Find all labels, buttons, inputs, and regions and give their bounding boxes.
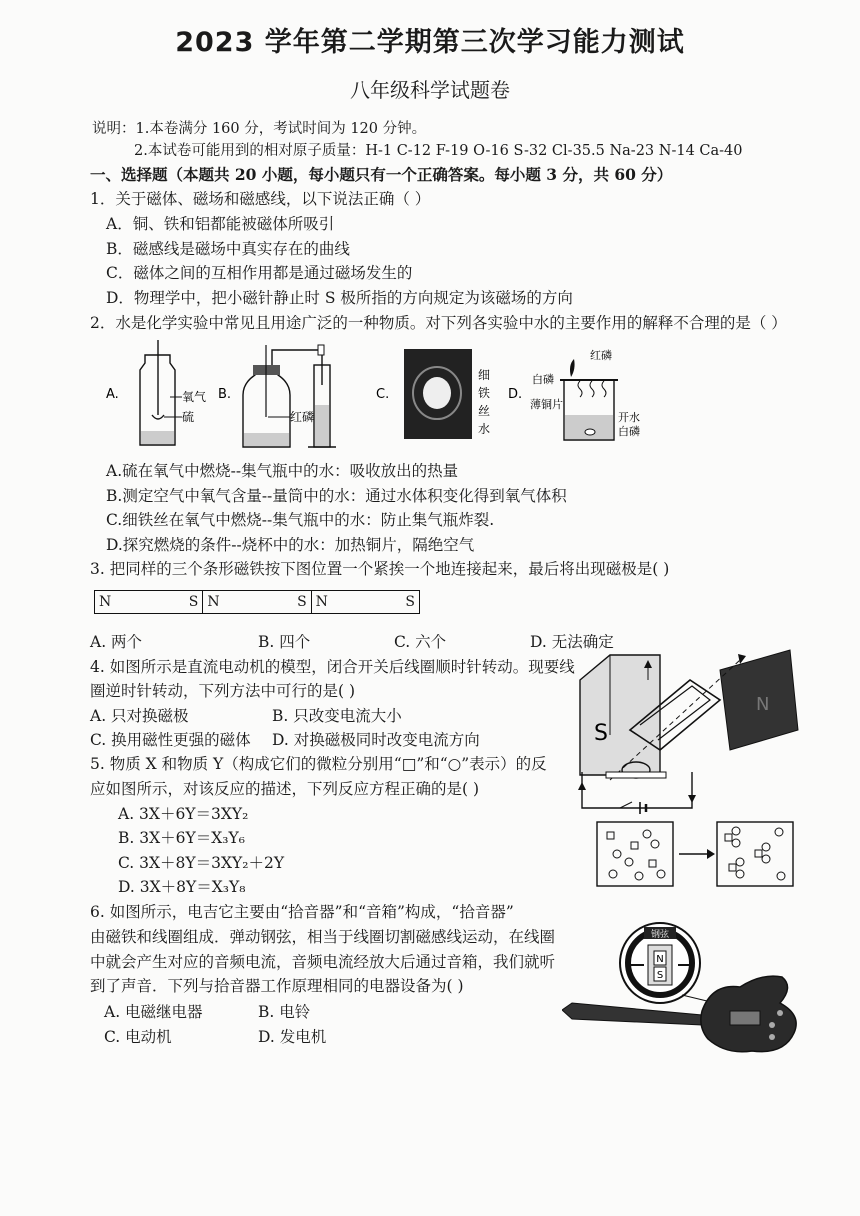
q6-stem-line4: 到了声音．下列与拾音器工作原理相同的电器设备为( ): [90, 977, 464, 995]
q2-fig-d-cu: 薄铜片: [530, 398, 563, 411]
q2-fig-a-s: 硫: [182, 410, 195, 424]
pickup-label: 钢弦: [650, 930, 670, 940]
page-subtitle: 八年级科学试题卷: [350, 78, 510, 102]
spoon-a: [152, 415, 164, 419]
q1-option-c: C．磁体之间的互相作用都是通过磁场发生的: [106, 264, 413, 282]
dc-motor-figure: [570, 640, 810, 820]
q4-option-d: D. 对换磁极同时改变电流方向: [272, 731, 480, 749]
q4-option-b: B. 只改变电流大小: [272, 707, 402, 725]
magnet-s-pole: S: [297, 594, 307, 610]
q2-figures: [90, 335, 650, 455]
q3-option-c: C. 六个: [394, 633, 447, 651]
motor-n-label: N: [756, 694, 770, 715]
q2-fig-a-o2: 氧气: [182, 390, 207, 404]
q2-option-c: C.细铁丝在氧气中燃烧--集气瓶中的水：防止集气瓶炸裂.: [106, 511, 495, 529]
q6-stem-line3: 中就会产生对应的音频电流，音频电流经放大后通过音箱，我们就听: [90, 953, 556, 971]
q2-option-d: D.探究燃烧的条件--烧杯中的水：加热铜片，隔绝空气: [106, 536, 475, 554]
q3-option-d: D. 无法确定: [530, 633, 614, 651]
q2-fig-d-white1: 白磷: [532, 373, 554, 386]
q6-option-b: B. 电铃: [258, 1003, 311, 1021]
motor-s-label: S: [594, 721, 608, 746]
q2-fig-a-label: A.: [106, 387, 119, 402]
q5-stem-line2: 应如图所示，对该反应的描述，下列反应方程正确的是( ): [90, 780, 480, 798]
q1-option-a: A．铜、铁和铝都能被磁体所吸引: [106, 215, 335, 233]
magnet-n-pole: N: [99, 594, 112, 610]
bar-magnet: [203, 591, 311, 613]
bar-magnet: [312, 591, 419, 613]
q2-fig-c-label: C.: [376, 387, 390, 402]
q2-fig-d-label: D.: [508, 387, 523, 402]
q3-stem: 3. 把同样的三个条形磁铁按下图位置一个紧挨一个地连接起来，最后将出现磁极是( ): [90, 560, 670, 578]
spark-c: [423, 377, 451, 409]
note-line-1: 说明：1.本卷满分 160 分，考试时间为 120 分钟。: [92, 121, 427, 137]
magnet-s-pole: S: [188, 594, 199, 610]
q6-option-d: D. 发电机: [258, 1028, 327, 1046]
note-line-2: 2.本试卷可能用到的相对原子质量：H-1 C-12 F-19 O-16 S-32 Cl-35.5 Na-23 N-14 Ca-40: [134, 143, 743, 159]
q2-stem: 2．水是化学实验中常见且用途广泛的一种物质。对下列各实验中水的主要作用的解释不合理的是（ ）: [90, 314, 787, 332]
q1-stem: 1．关于磁体、磁场和磁感线，以下说法正确（ ）: [90, 190, 431, 208]
q2-fig-d-hot: 开水: [618, 411, 640, 424]
electric-guitar-figure: [562, 915, 812, 1065]
q1-option-b: B．磁感线是磁场中真实存在的曲线: [106, 240, 350, 258]
bar-magnet: [95, 591, 203, 613]
q6-stem-line1: 6. 如图所示，电吉它主要由“拾音器”和“音箱”构成，“拾音器”: [90, 903, 514, 921]
q2-option-b: B.测定空气中氧气含量--量筒中的水：通过水体积变化得到氧气体积: [106, 487, 567, 505]
q3-option-a: A. 两个: [90, 633, 143, 651]
q2-fig-c-water: 水: [478, 422, 491, 436]
q2-fig-b-p: 红磷: [290, 410, 315, 424]
reaction-figure: [595, 820, 795, 890]
q2-fig-c-fe3: 丝: [478, 404, 491, 418]
q5-option-a: A. 3X＋6Y＝3XY₂: [118, 805, 249, 823]
q5-option-d: D. 3X＋8Y＝X₃Y₈: [118, 878, 246, 896]
q5-option-c: C. 3X＋8Y＝3XY₂＋2Y: [118, 854, 285, 872]
magnet-n-pole: N: [207, 594, 220, 610]
q6-option-a: A. 电磁继电器: [104, 1003, 203, 1021]
clamp-b: [318, 345, 324, 355]
q2-fig-c-fe1: 细: [478, 368, 491, 382]
pickup-n-label: N: [656, 954, 664, 965]
q4-option-c: C. 换用磁性更强的磁体: [90, 731, 251, 749]
q6-option-c: C. 电动机: [104, 1028, 172, 1046]
magnet-s-pole: S: [405, 594, 415, 610]
bar-magnets: [94, 590, 420, 614]
q2-fig-d-red: 红磷: [590, 349, 612, 362]
q4-stem-line2: 圈逆时针转动，下列方法中可行的是( ): [90, 682, 356, 700]
page-title: 2023 学年第二学期第三次学习能力测试: [175, 27, 685, 58]
q6-stem-line2: 由磁铁和线圈组成．弹动钢弦，相当于线圈切割磁感线运动，在线圈: [90, 928, 556, 946]
q2-fig-d-white2: 白磷: [618, 425, 640, 438]
q2-fig-b-label: B.: [218, 387, 232, 402]
section-heading: 一、选择题（本题共 20 小题，每小题只有一个正确答案。每小题 3 分，共 60 分）: [90, 165, 673, 184]
magnet-n-pole: N: [315, 594, 328, 610]
water-b: [244, 433, 289, 446]
pickup-s-label: S: [656, 970, 664, 981]
q1-option-d: D．物理学中，把小磁针静止时 S 极所指的方向规定为该磁场的方向: [106, 289, 573, 307]
q2-option-a: A.硫在氧气中燃烧--集气瓶中的水：吸收放出的热量: [106, 462, 459, 480]
q4-option-a: A. 只对换磁极: [90, 707, 189, 725]
q5-option-b: B. 3X＋6Y＝X₃Y₆: [118, 829, 245, 847]
q3-option-b: B. 四个: [258, 633, 311, 651]
switch: [620, 802, 632, 808]
water-a: [141, 431, 174, 444]
q5-stem-line1: 5. 物质 X 和物质 Y（构成它们的微粒分别用“□”和“○”表示）的反: [90, 755, 547, 773]
guitar-neck: [562, 1003, 702, 1025]
q4-stem-line1: 4. 如图所示是直流电动机的模型，闭合开关后线圈顺时针转动。现要线: [90, 658, 575, 676]
q2-fig-c-fe2: 铁: [478, 386, 491, 400]
